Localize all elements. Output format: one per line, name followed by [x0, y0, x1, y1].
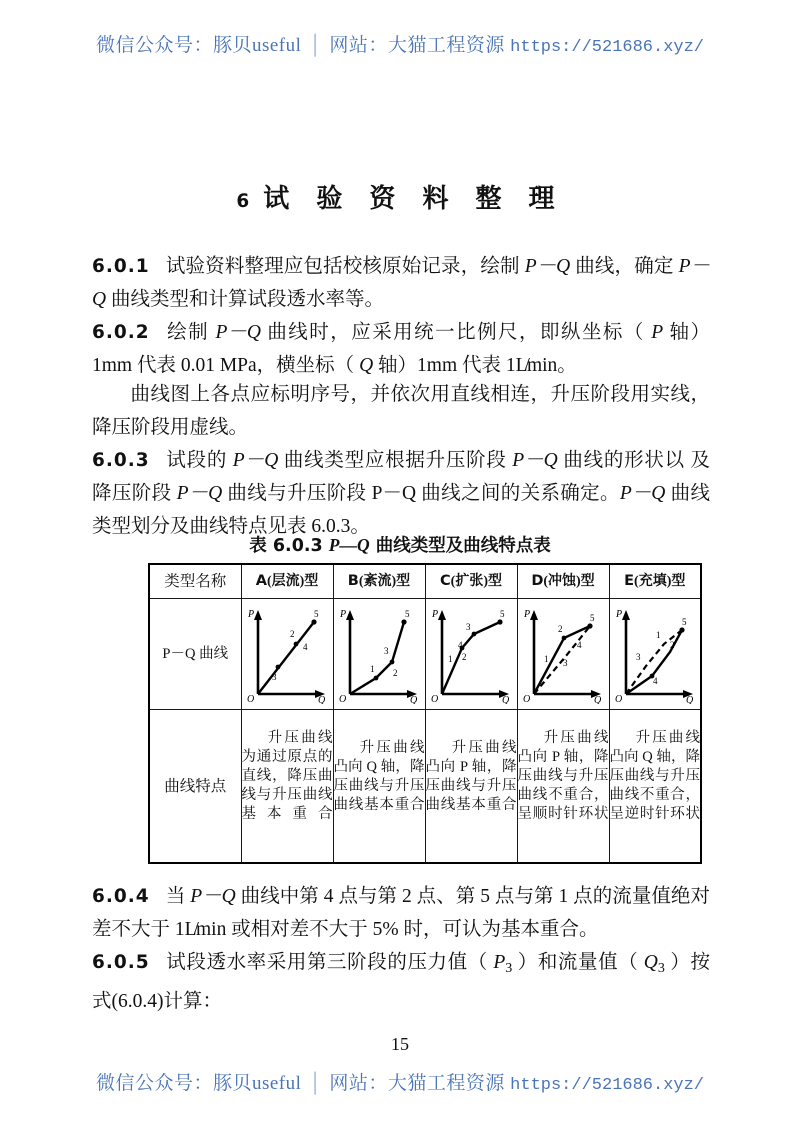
clause-603-pq-1: P－Q — [232, 450, 279, 471]
pq-chart-type-a — [241, 599, 333, 710]
svg-text:4: 4 — [652, 676, 658, 686]
feature-a-text: 升压曲线为通过原点的直线，降压曲线与升压曲线基本重合 — [241, 730, 333, 822]
svg-text:2: 2 — [393, 668, 398, 678]
feature-type-d — [517, 710, 609, 864]
page-title — [0, 178, 800, 215]
pq-chart-type-c — [425, 599, 517, 710]
table-caption — [0, 532, 800, 557]
svg-text:Q: Q — [410, 695, 418, 704]
svg-text:Q: Q — [594, 695, 602, 704]
clause-603-pq-2: P－Q — [512, 450, 558, 471]
clause-6-0-5 — [92, 946, 710, 1018]
clause-6-0-3 — [92, 444, 710, 543]
clause-604-text-1: 当 — [165, 886, 191, 907]
clause-605-text-4: 按式(6.0.4)计算： — [92, 952, 710, 1012]
clause-603-text-3: 曲线的形状以 及降压阶段 — [92, 450, 710, 504]
clause-604-text-3: min 或相对差不大于 5% 时，可认为基本重合。 — [195, 919, 599, 940]
clause-6-0-4 — [92, 880, 710, 946]
svg-text:2: 2 — [290, 629, 295, 639]
page-number: 15 — [391, 1034, 409, 1054]
chapter-title-text: 试 验 资 料 整 理 — [263, 184, 564, 214]
clause-601-pq-2: P－Q — [92, 256, 710, 310]
clause-604-pq: P－Q — [190, 886, 236, 907]
table-caption-pq: P—Q — [328, 535, 370, 555]
feature-d-text: 升压曲线凸向 P 轴，降压曲线与升压曲线不重合，呈顺时针环状 — [517, 730, 609, 822]
feature-type-a — [241, 710, 333, 864]
svg-text:3: 3 — [466, 622, 471, 632]
clause-602-pq-1: P－Q — [215, 322, 261, 343]
graph-row-label: P－Q 曲线 — [149, 599, 241, 710]
table-6-0-3 — [148, 563, 702, 864]
svg-text:1: 1 — [544, 654, 549, 664]
svg-text:2: 2 — [669, 640, 675, 650]
pq-chart-b-svg — [336, 604, 422, 704]
svg-text:5: 5 — [500, 609, 505, 619]
watermark-bottom-site-label: 网站： — [329, 1073, 388, 1094]
clause-603-text-2: 曲线类型应根据升压阶段 — [278, 450, 513, 471]
clause-602-number: 6.0.2 — [92, 322, 150, 343]
svg-text:5: 5 — [590, 613, 595, 623]
svg-text:P: P — [432, 609, 439, 620]
svg-text:2: 2 — [462, 652, 467, 662]
clause-605-text-1: 试段透水率采用第三阶段的压力值（ — [165, 952, 494, 973]
header-a-cn: (层流)型 — [266, 574, 319, 589]
watermark-bottom-site-value: 大猫工程资源 — [387, 1073, 505, 1094]
chapter-number: 6 — [236, 191, 250, 212]
watermark-url: https://521686.xyz/ — [510, 38, 705, 57]
pq-chart-e-svg — [612, 604, 698, 704]
svg-text:P: P — [340, 609, 347, 620]
clause-602-axis-q: Q — [359, 355, 374, 376]
clause-605-text-3: ） — [664, 952, 691, 973]
watermark-wechat-value: 豚贝useful — [212, 35, 302, 56]
clause-601-text-1: 试验资料整理应包括校核原始记录，绘制 — [165, 256, 525, 277]
pq-chart-c-svg — [428, 604, 514, 704]
clause-block-604-605 — [92, 880, 710, 1018]
watermark-bottom-wechat-label: 微信公众号： — [95, 1073, 213, 1094]
svg-text:Q: Q — [318, 695, 326, 704]
clause-604-text-2: 曲线中第 4 点与第 2 点、第 5 点与第 1 点的流量值绝对差不大于 1 — [92, 886, 710, 940]
clause-605-p-symbol: P — [493, 952, 506, 973]
table-caption-suffix: 曲线类型及曲线特点表 — [369, 536, 551, 556]
header-a-letter: A — [255, 573, 267, 589]
header-type-c — [425, 564, 517, 599]
watermark-site-label: 网站： — [329, 35, 388, 56]
clause-604-lpermin: L/ — [184, 919, 196, 940]
table-caption-prefix: 表 6.0.3 — [249, 536, 329, 556]
feature-c-text: 升压曲线凸向 P 轴，降压曲线与升压曲线基本重合 — [425, 739, 517, 813]
pq-chart-a-svg — [244, 604, 330, 704]
feature-e-text: 升压曲线凸向 Q 轴，降压曲线与升压曲线不重合，呈逆时针环状 — [609, 730, 700, 822]
svg-text:Q: Q — [502, 695, 510, 704]
feature-b-text: 升压曲线凸向 Q 轴，降压曲线与升压曲线基本重合 — [333, 739, 425, 813]
svg-text:4: 4 — [303, 642, 308, 652]
svg-text:4: 4 — [458, 640, 463, 650]
header-type-e — [609, 564, 701, 599]
clause-602-text-4: 轴）1mm 代表 1 — [373, 355, 516, 376]
header-d-cn: (冲蚀)型 — [543, 574, 595, 589]
clause-602-text-3: 轴）1mm 代表 0.01 MPa，横坐标（ — [92, 322, 710, 376]
pq-chart-type-b — [333, 599, 425, 710]
svg-text:P: P — [615, 609, 622, 620]
clause-603-pq-4: P－Q — [619, 483, 666, 504]
clause-601-pq-1: P－Q — [524, 256, 571, 277]
clause-605-text-2: ）和流量值（ — [512, 952, 644, 973]
svg-text:5: 5 — [681, 617, 687, 627]
svg-text:2: 2 — [558, 624, 563, 634]
clause-602-text-1: 绘制 — [165, 322, 216, 343]
clause-6-0-2-continued — [92, 378, 710, 444]
watermark-separator: │ — [308, 35, 323, 56]
clause-block-601-602 — [92, 250, 710, 382]
clause-604-number: 6.0.4 — [92, 886, 150, 907]
header-type-a — [241, 564, 333, 599]
header-c-cn: (扩张)型 — [450, 574, 502, 589]
pq-chart-d-svg — [520, 604, 606, 704]
feature-type-b — [333, 710, 425, 864]
clause-603-text-5: 曲线类型划分及曲线特点见表 6.0.3。 — [92, 483, 710, 537]
clause-602b-text: 曲线图上各点应标明序号，并依次用直线相连，升压阶段用实线，降压阶段用虚线。 — [92, 384, 710, 438]
header-e-cn: (充填)型 — [634, 574, 686, 589]
clause-605-q-symbol: Q — [643, 952, 658, 973]
table-graph-row — [149, 599, 701, 710]
clause-602-text-5: min。 — [526, 355, 577, 376]
clause-603-number: 6.0.3 — [92, 450, 150, 471]
clause-605-number: 6.0.5 — [92, 952, 150, 973]
clause-605-q-subscript: 3 — [657, 959, 665, 976]
feature-type-e — [609, 710, 701, 864]
svg-text:O: O — [523, 694, 531, 704]
watermark-top — [0, 30, 800, 57]
pq-chart-type-d — [517, 599, 609, 710]
header-type-b — [333, 564, 425, 599]
svg-text:O: O — [431, 694, 439, 704]
table-feature-row — [149, 710, 701, 864]
svg-text:3: 3 — [563, 658, 568, 668]
clause-block-602b-603 — [92, 378, 710, 543]
svg-text:3: 3 — [384, 646, 389, 656]
svg-text:Q: Q — [685, 695, 693, 704]
watermark-site-value: 大猫工程资源 — [387, 35, 505, 56]
watermark-bottom-separator: │ — [308, 1073, 323, 1094]
clause-6-0-2 — [92, 316, 710, 382]
header-b-cn: (紊流)型 — [358, 574, 411, 589]
header-type-d — [517, 564, 609, 599]
clause-602-lpermin: L/ — [515, 355, 527, 376]
clause-603-pq-3: P－Q — [176, 483, 223, 504]
svg-text:1: 1 — [655, 630, 661, 640]
watermark-wechat-label: 微信公众号： — [95, 35, 213, 56]
svg-text:4: 4 — [577, 640, 582, 650]
svg-text:3: 3 — [635, 652, 641, 662]
header-e-letter: E — [624, 573, 635, 589]
clause-601-text-3: 曲线类型和计算试段透水率等。 — [106, 289, 384, 310]
watermark-bottom — [0, 1068, 800, 1095]
feature-row-label: 曲线特点 — [149, 710, 241, 864]
watermark-bottom-url: https://521686.xyz/ — [510, 1076, 705, 1095]
clause-603-text-4: 曲线与升压阶段 P－Q 曲线之间的关系确定。 — [222, 483, 620, 504]
clause-601-number: 6.0.1 — [92, 256, 150, 277]
header-row-label: 类型名称 — [149, 564, 241, 599]
svg-text:O: O — [339, 694, 347, 704]
header-c-letter: C — [440, 573, 451, 589]
svg-text:5: 5 — [314, 609, 319, 619]
svg-text:O: O — [614, 694, 622, 704]
svg-text:3: 3 — [272, 672, 277, 682]
header-b-letter: B — [347, 573, 359, 589]
svg-text:1: 1 — [370, 664, 375, 674]
watermark-bottom-wechat-value: 豚贝useful — [212, 1073, 302, 1094]
clause-601-text-2: 曲线，确定 — [570, 256, 679, 277]
table-header-row — [149, 564, 701, 599]
clause-602-text-2: 曲线时，应采用统一比例尺，即纵坐标（ — [260, 322, 652, 343]
feature-type-c — [425, 710, 517, 864]
clause-603-text-1: 试段的 — [165, 450, 233, 471]
svg-text:1: 1 — [448, 654, 453, 664]
clause-602-axis-p: P — [651, 322, 664, 343]
svg-text:P: P — [524, 609, 531, 620]
svg-text:5: 5 — [405, 609, 410, 619]
pq-chart-type-e — [609, 599, 701, 710]
clause-6-0-1 — [92, 250, 710, 316]
header-d-letter: D — [531, 573, 544, 589]
clause-605-p-subscript: 3 — [505, 959, 513, 976]
svg-text:P: P — [248, 609, 255, 620]
svg-text:O: O — [247, 694, 255, 704]
